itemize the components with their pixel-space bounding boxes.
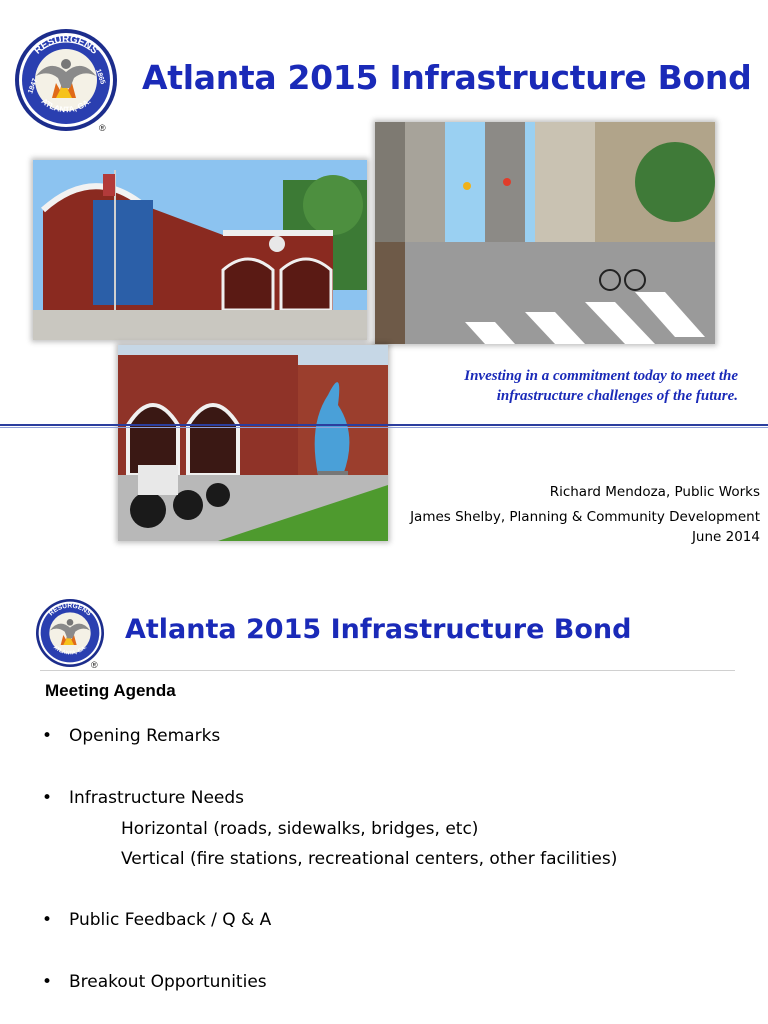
divider-line bbox=[0, 424, 768, 426]
seal-lettering bbox=[12, 28, 120, 132]
presentation-date: June 2014 bbox=[691, 529, 760, 545]
bullet-icon: • bbox=[42, 910, 53, 930]
agenda-item-opening-remarks: Opening Remarks bbox=[69, 726, 221, 746]
title-underline bbox=[40, 670, 735, 671]
slide-title: Atlanta 2015 Infrastructure Bond bbox=[142, 58, 752, 97]
slide-title: Atlanta 2015 Infrastructure Bond bbox=[125, 614, 632, 645]
agenda-item-infrastructure-needs: Infrastructure Needs bbox=[69, 788, 245, 808]
divider-line-shadow bbox=[0, 427, 768, 428]
svg-text:1865: 1865 bbox=[94, 68, 107, 86]
registered-mark: ® bbox=[91, 660, 98, 670]
tagline-line-1: Investing in a commitment today to meet the bbox=[464, 368, 738, 384]
bullet-icon: • bbox=[42, 788, 53, 808]
svg-text:RESURGENS: RESURGENS bbox=[47, 602, 93, 618]
tagline bbox=[398, 366, 738, 406]
agenda-subitem-horizontal: Horizontal (roads, sidewalks, bridges, etc) bbox=[121, 819, 479, 839]
presenter-1: Richard Mendoza, Public Works bbox=[549, 484, 760, 500]
svg-text:1847: 1847 bbox=[27, 77, 40, 95]
svg-text:RESURGENS: RESURGENS bbox=[32, 33, 100, 57]
bullet-icon: • bbox=[42, 972, 53, 992]
city-street-photo bbox=[375, 122, 715, 344]
agenda-item-breakout-opportunities: Breakout Opportunities bbox=[69, 972, 267, 992]
agenda-slide bbox=[0, 580, 768, 1024]
seal-lettering bbox=[34, 598, 106, 668]
agenda-heading: Meeting Agenda bbox=[45, 681, 176, 700]
svg-text:ATLANTA, GA.: ATLANTA, GA. bbox=[39, 96, 93, 115]
agenda-item-public-feedback: Public Feedback / Q & A bbox=[69, 910, 272, 930]
svg-text:ATLANTA, GA.: ATLANTA, GA. bbox=[51, 644, 89, 657]
bullet-icon: • bbox=[42, 726, 53, 746]
agenda-subitem-vertical: Vertical (fire stations, recreational centers, other facilities) bbox=[121, 849, 618, 869]
tagline-line-2: infrastructure challenges of the future. bbox=[496, 388, 738, 404]
fire-station-photo bbox=[33, 160, 367, 340]
registered-mark: ® bbox=[99, 123, 106, 133]
police-motorcycles-photo bbox=[118, 345, 388, 541]
presenter-2: James Shelby, Planning & Community Development bbox=[410, 509, 760, 525]
